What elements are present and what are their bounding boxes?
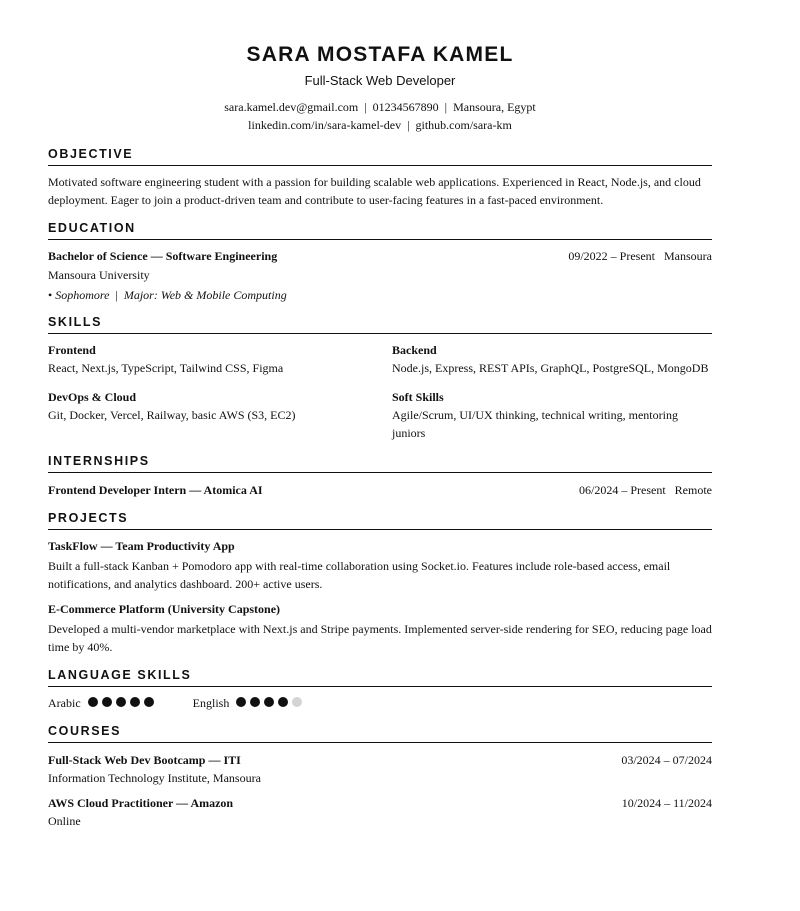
internship-title: Frontend Developer Intern — Atomica AI [48, 483, 263, 497]
section-skills [48, 314, 712, 442]
github-link[interactable]: github.com/sara-km [415, 118, 512, 132]
rating-dot-filled-icon [144, 697, 154, 707]
course-entry [48, 751, 712, 787]
rating-dot-filled-icon [278, 697, 288, 707]
education-degree: Bachelor of Science — Software Engineering [48, 249, 278, 263]
proficiency-rating [236, 694, 306, 712]
internship-location: Remote [674, 483, 712, 497]
contact-email[interactable]: sara.kamel.dev@gmail.com [224, 100, 359, 114]
rating-dot-filled-icon [130, 697, 140, 707]
education-dates: 09/2022 – Present [568, 249, 655, 263]
section-courses [48, 723, 712, 830]
section-heading-courses: COURSES [48, 723, 712, 743]
course-dates: 03/2024 – 07/2024 [621, 753, 712, 767]
education-school: Mansoura University [48, 268, 150, 282]
skill-group-list: React, Next.js, TypeScript, Tailwind CSS, Figma [48, 361, 284, 375]
contact-separator: | [364, 100, 367, 114]
rating-dot-filled-icon [236, 697, 246, 707]
objective-text: Motivated software engineering student with a passion for building scalable web applications. Experienced in React, Node.js, and cloud deployment. Eager to join a product-driven team and contribute to user-facing features in a fast-paced environment. [48, 175, 701, 207]
section-heading-internships: INTERNSHIPS [48, 453, 712, 473]
section-heading-language-skills: LANGUAGE SKILLS [48, 667, 712, 687]
rating-dot-filled-icon [250, 697, 260, 707]
contact-line-primary [48, 98, 712, 116]
language-list [48, 694, 712, 712]
internship-entry [48, 481, 712, 499]
skill-group-backend [392, 341, 712, 377]
section-heading-education: EDUCATION [48, 220, 712, 240]
rating-dot-filled-icon [88, 697, 98, 707]
course-header [48, 751, 712, 769]
education-entry-header [48, 247, 712, 265]
education-level: Sophomore [55, 288, 110, 302]
education-location: Mansoura [664, 249, 712, 263]
education-major: Major: Web & Mobile Computing [123, 288, 287, 302]
education-details [48, 286, 712, 304]
section-heading-skills: SKILLS [48, 314, 712, 334]
skills-grid [48, 341, 712, 442]
skill-group-frontend [48, 341, 392, 377]
skill-group-title: Backend [392, 343, 437, 357]
candidate-name: SARA MOSTAFA KAMEL [246, 43, 514, 66]
language-item [193, 694, 307, 712]
rating-dot-filled-icon [116, 697, 126, 707]
linkedin-link[interactable]: linkedin.com/in/sara-kamel-dev [248, 118, 402, 132]
project-description: Built a full-stack Kanban + Pomodoro app with real-time collaboration using Socket.io. Features include role-based access, email notifications, and analytics dashboard. 200+ active users. [48, 559, 671, 591]
rating-dot-empty-icon [292, 697, 302, 707]
rating-dot-filled-icon [264, 697, 274, 707]
skill-group-title: DevOps & Cloud [48, 390, 137, 404]
skill-group-list: Agile/Scrum, UI/UX thinking, technical writing, mentoring juniors [392, 408, 678, 440]
language-name: Arabic [48, 696, 81, 710]
skill-group-title: Soft Skills [392, 390, 444, 404]
skill-group-list: Git, Docker, Vercel, Railway, basic AWS (S3, EC2) [48, 408, 296, 422]
internship-dates: 06/2024 – Present [579, 483, 666, 497]
language-name: English [192, 696, 230, 710]
rating-dot-filled-icon [102, 697, 112, 707]
project-entry [48, 600, 712, 656]
course-entry [48, 794, 712, 830]
contact-location: Mansoura, Egypt [453, 100, 536, 114]
course-provider: Information Technology Institute, Mansoura [48, 771, 261, 785]
skill-group-list: Node.js, Express, REST APIs, GraphQL, PostgreSQL, MongoDB [392, 361, 709, 375]
project-entry [48, 537, 712, 593]
bullet-icon: • [48, 288, 53, 302]
contact-separator: | [444, 100, 448, 114]
detail-separator: | [115, 288, 118, 302]
course-provider: Online [48, 814, 81, 828]
section-objective [48, 146, 712, 209]
course-title: AWS Cloud Practitioner — Amazon [48, 796, 234, 810]
section-language-skills [48, 667, 712, 712]
project-title: TaskFlow — Team Productivity App [48, 539, 235, 553]
course-title: Full-Stack Web Dev Bootcamp — ITI [48, 753, 241, 767]
project-title: E-Commerce Platform (University Capstone) [48, 602, 281, 616]
contact-phone[interactable]: 01234567890 [372, 100, 439, 114]
section-education [48, 220, 712, 304]
education-school-row [48, 266, 712, 284]
skill-group-devops [48, 388, 392, 442]
language-item [48, 694, 158, 712]
skill-group-title: Frontend [48, 343, 96, 357]
candidate-title: Full-Stack Web Developer [304, 73, 456, 88]
section-internships [48, 453, 712, 499]
internship-dates-location [579, 481, 712, 499]
resume-page [48, 0, 712, 830]
contact-line-links [48, 116, 712, 134]
section-heading-projects: PROJECTS [48, 510, 712, 530]
course-header [48, 794, 712, 812]
section-projects [48, 510, 712, 656]
resume-header [48, 0, 712, 134]
education-dates-location [568, 247, 712, 265]
skill-group-soft-skills [392, 388, 712, 442]
contact-separator: | [407, 118, 410, 132]
proficiency-rating [88, 694, 158, 712]
project-description: Developed a multi-vendor marketplace with Next.js and Stripe payments. Implemented server-side rendering for SEO, reducing page load time by 40%. [48, 622, 712, 654]
section-heading-objective: OBJECTIVE [48, 146, 712, 166]
course-dates: 10/2024 – 11/2024 [621, 796, 712, 810]
